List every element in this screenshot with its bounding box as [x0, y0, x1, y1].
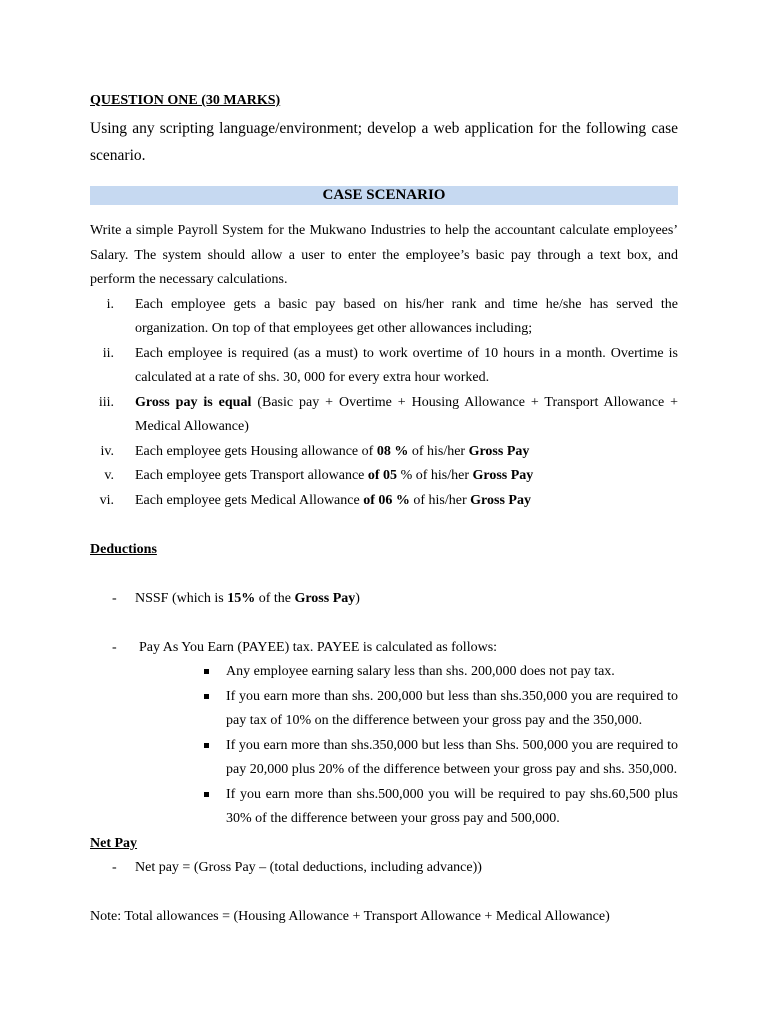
rule-text: of his/her	[409, 492, 471, 508]
rule-number: i.	[106, 296, 114, 312]
payee-item	[90, 636, 678, 661]
payee-band	[90, 783, 678, 832]
rule-text: Each employee gets Medical Allowance	[135, 492, 364, 508]
net-pay-heading: Net Pay	[90, 835, 138, 851]
rule-rate: of 06 %	[363, 492, 410, 508]
rule-item	[90, 464, 678, 489]
square-bullet-icon	[204, 694, 209, 699]
question-title: QUESTION ONE (30 MARKS)	[90, 93, 281, 108]
rule-term: Gross Pay	[470, 492, 531, 508]
rule-rate: of 05	[367, 468, 398, 483]
rules-list	[90, 293, 678, 514]
payee-intro: Pay As You Earn (PAYEE) tax. PAYEE is calculated as follows:	[139, 639, 498, 655]
payee-band	[90, 734, 678, 783]
rule-rate: 08 %	[376, 443, 409, 459]
net-pay-item	[90, 856, 678, 881]
payee-band-text: Any employee earning salary less than shs. 200,000 does not pay tax.	[226, 664, 615, 679]
question-intro: Using any scripting language/environment; develop a web application for the following case scenario.	[90, 120, 678, 164]
square-bullet-icon	[204, 743, 209, 748]
rule-number: vi.	[99, 492, 114, 508]
allowances-note: Note: Total allowances = (Housing Allowance + Transport Allowance + Medical Allowance)	[90, 909, 610, 924]
payee-bands-list	[90, 660, 678, 832]
nssf-text: of the	[255, 590, 295, 606]
rule-item	[90, 342, 678, 391]
rule-item	[90, 489, 678, 514]
rule-text: (Basic pay + Overtime + Housing Allowance + Transport Allowance + Medical Allowance)	[135, 394, 678, 434]
rule-text: Each employee gets a basic pay based on his/her rank and time he/she has served the organization. On top of that employees get other allowances including;	[135, 296, 678, 336]
nssf-rate: 15%	[227, 590, 256, 606]
dash-marker: -	[112, 639, 117, 655]
rule-text: Each employee gets Transport allowance	[135, 468, 368, 483]
nssf-item	[90, 587, 678, 612]
rule-item	[90, 440, 678, 465]
document-page	[90, 90, 678, 930]
rule-number: iv.	[100, 443, 114, 459]
nssf-text: NSSF (which is	[135, 590, 228, 606]
rule-item	[90, 391, 678, 440]
rule-number: ii.	[102, 345, 114, 361]
rule-text: % of his/her	[397, 468, 473, 483]
rule-text: Each employee is required (as a must) to work overtime of 10 hours in a month. Overtime is calculated at a rate of shs. 30, 000 for every extra hour worked.	[135, 345, 678, 385]
payee-band	[90, 660, 678, 685]
rule-text: Each employee gets Housing allowance of	[135, 443, 377, 459]
rule-text: of his/her	[408, 443, 469, 459]
payee-band	[90, 685, 678, 734]
net-pay-formula: Net pay = (Gross Pay – (total deductions, including advance))	[135, 860, 482, 875]
deductions-heading: Deductions	[90, 541, 157, 557]
dash-marker: -	[112, 590, 117, 606]
nssf-term: Gross Pay	[294, 590, 356, 606]
dash-marker: -	[112, 860, 117, 875]
square-bullet-icon	[204, 792, 209, 797]
rule-term: Gross Pay	[472, 468, 534, 483]
payee-band-text: If you earn more than shs. 200,000 but less than shs.350,000 you are required to pay tax of 10% on the difference between your gross pay and the 350,000.	[226, 688, 678, 728]
nssf-text: )	[355, 590, 360, 606]
case-scenario-heading: CASE SCENARIO	[90, 186, 678, 205]
case-description: Write a simple Payroll System for the Mukwano Industries to help the accountant calculate employees’ Salary. The system should allow a user to enter the employee’s basic pay through a text box, and perform the necessary calculations.	[90, 223, 678, 287]
rule-number: v.	[104, 468, 114, 483]
rule-number: iii.	[98, 394, 114, 410]
payee-band-text: If you earn more than shs.350,000 but less than Shs. 500,000 you are required to pay 20,000 plus 20% of the difference between your gross pay and shs. 350,000.	[226, 737, 678, 777]
rule-item	[90, 293, 678, 342]
rule-bold-text: Gross pay is equal	[135, 394, 252, 410]
square-bullet-icon	[204, 669, 209, 674]
payee-band-text: If you earn more than shs.500,000 you will be required to pay shs.60,500 plus 30% of the difference between your gross pay and 500,000.	[226, 786, 678, 826]
rule-term: Gross Pay	[468, 443, 530, 459]
